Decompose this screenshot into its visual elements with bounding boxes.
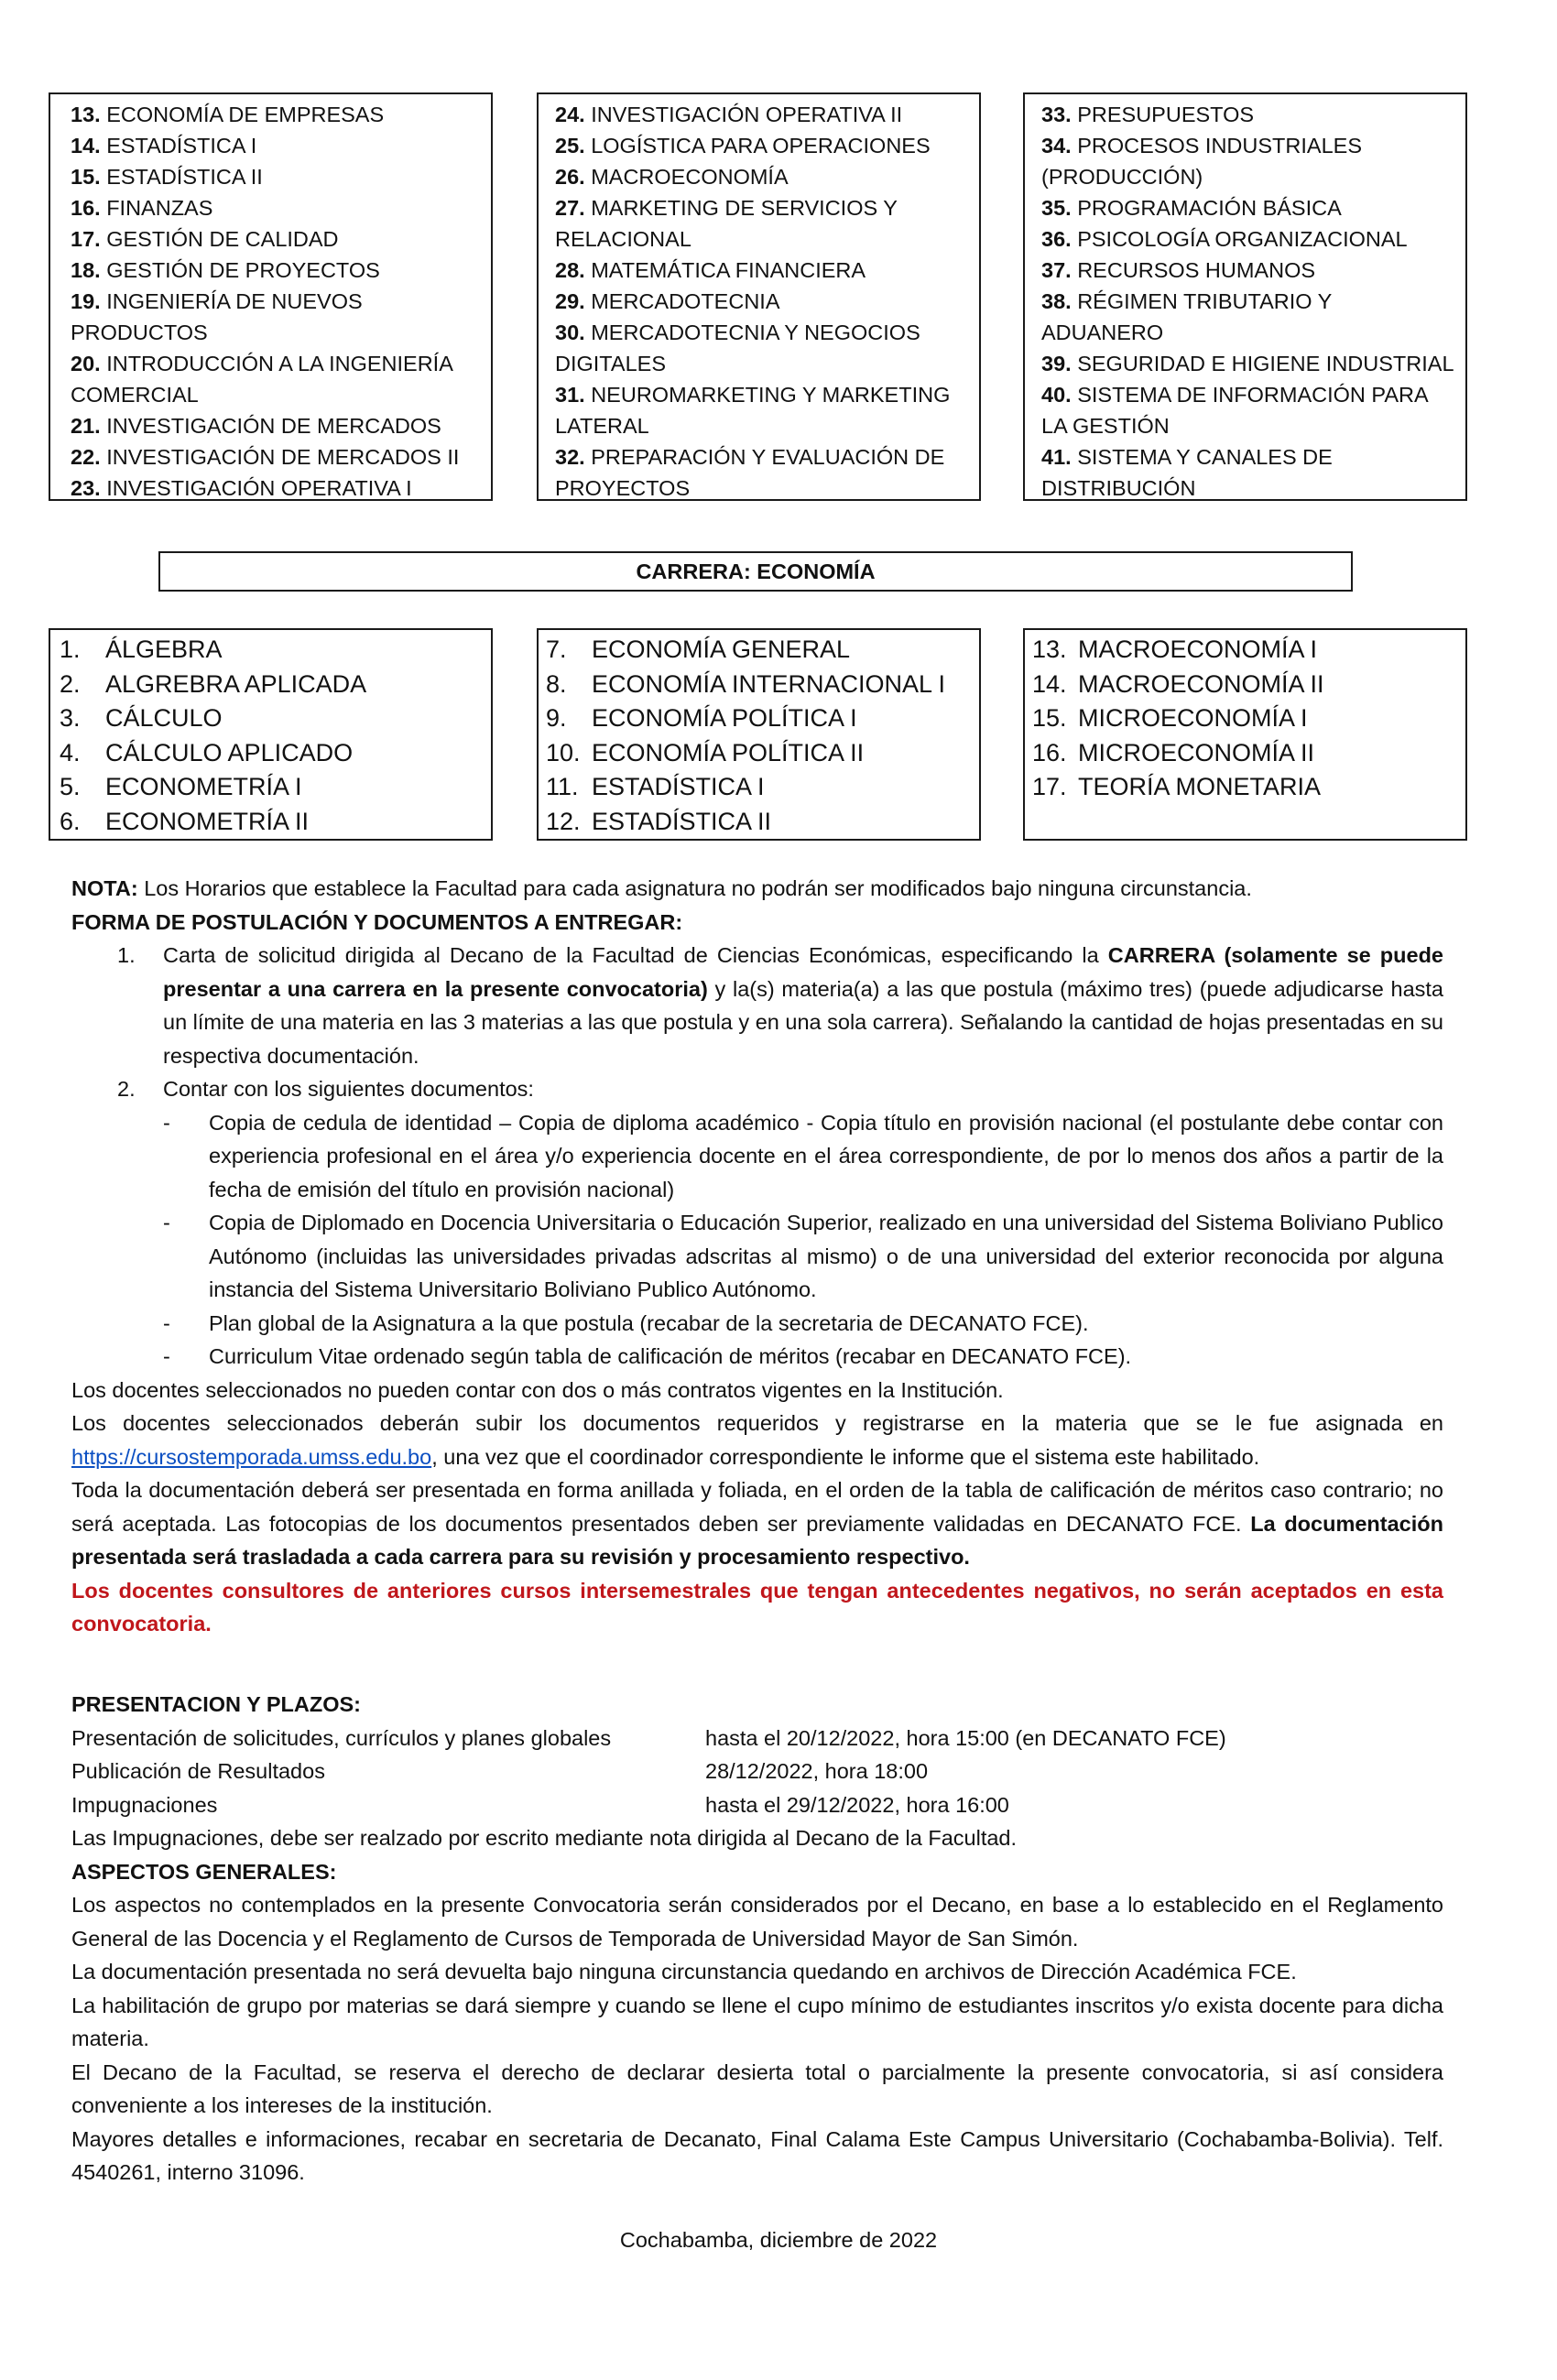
list-item: 7. ECONOMÍA GENERAL (546, 636, 851, 663)
warning-paragraph: Los docentes consultores de anteriores cursos intersemestrales que tengan antecedentes negativos, no serán aceptados en esta convocatoria. (71, 1578, 1443, 1636)
subjects-box-3 (1023, 92, 1467, 501)
aspectos-paragraph: El Decano de la Facultad, se reserva el derecho de declarar desierta total o parcialmente la presente convocatoria, si así considera conveniente a los intereses de la institución. (71, 2059, 1443, 2117)
requirement-1: 1. Carta de solicitud dirigida al Decano de la Facultad de Ciencias Económicas, especificando la CARRERA (solamente se puede presentar a una carrera en la presente convocatoria) y la(s) materia(a) a las que postula (máximo tres) (puede adjudicarse hasta un límite de una materia en las 3 materias a las que postula y en una sola carrera). Señalando la cantidad de hojas presentadas en su respectiva documentación. (117, 943, 1443, 1068)
list-item: 32. PREPARACIÓN Y EVALUACIÓN DE PROYECTOS (555, 445, 945, 500)
plazos-heading: PRESENTACION Y PLAZOS: (71, 1692, 361, 1716)
list-item: 27. MARKETING DE SERVICIOS Y RELACIONAL (555, 196, 898, 251)
plazo-row: Impugnaciones hasta el 29/12/2022, hora 16:00 (71, 1792, 1009, 1817)
footer-date: Cochabamba, diciembre de 2022 (619, 2228, 938, 2252)
impugnaciones-note: Las Impugnaciones, debe ser realzado por escrito mediante nota dirigida al Decano de la Facultad. (71, 1826, 1018, 1850)
subjects-list-1 (71, 99, 491, 504)
economia-box-3 (1023, 628, 1467, 841)
economia-box-2 (537, 628, 981, 841)
list-item: 14. ESTADÍSTICA I (71, 134, 257, 158)
list-item: 13. MACROECONOMÍA I (1032, 636, 1318, 663)
list-item: 25. LOGÍSTICA PARA OPERACIONES (555, 134, 931, 158)
aspectos-paragraph: Mayores detalles e informaciones, recabar en secretaria de Decanato, Final Calama Este Campus Universitario (Cochabamba-Bolivia). Telf. 4540261, interno 31096. (71, 2126, 1443, 2184)
plazo-row: Publicación de Resultados 28/12/2022, hora 18:00 (71, 1759, 929, 1783)
list-item: 16. MICROECONOMÍA II (1032, 738, 1315, 766)
body-text-2 (71, 1688, 1443, 2190)
list-item: 22. INVESTIGACIÓN DE MERCADOS II (71, 445, 460, 469)
list-item: 9. ECONOMÍA POLÍTICA I (546, 704, 857, 732)
list-item: 41. SISTEMA Y CANALES DE DISTRIBUCIÓN (1041, 445, 1333, 500)
list-item: 31. NEUROMARKETING Y MARKETING LATERAL (555, 383, 951, 438)
list-item: 5. ECONOMETRÍA I (60, 773, 302, 800)
documentacion-paragraph: Toda la documentación deberá ser presentada en forma anillada y foliada, en el orden de la tabla de calificación de méritos caso contrario; no será aceptada. Las fotocopias de los documentos presentados deben ser previamente validadas en DECANATO FCE. La documentación presentada será trasladada a cada carrera para su revisión y procesamiento respectivo. (71, 1478, 1443, 1569)
plazo-row: Presentación de solicitudes, currículos y planes globales hasta el 20/12/2022, hora 15:00 (en DECANATO FCE) (71, 1725, 1226, 1750)
list-item: 39. SEGURIDAD E HIGIENE INDUSTRIAL (1041, 352, 1454, 375)
list-item: 15. ESTADÍSTICA II (71, 165, 263, 189)
list-item: 2. ALGREBRA APLICADA (60, 669, 367, 698)
list-item: 28. MATEMÁTICA FINANCIERA (555, 258, 866, 282)
list-item: 6. ECONOMETRÍA II (60, 807, 310, 835)
subjects-list-2 (555, 99, 979, 504)
document-item: - Plan global de la Asignatura a la que postula (recabar de la secretaria de DECANATO FCE). (209, 1307, 1443, 1341)
list-item: 36. PSICOLOGÍA ORGANIZACIONAL (1041, 227, 1408, 251)
economia-list-1 (60, 633, 491, 839)
cursos-link[interactable]: https://cursostemporada.umss.edu.bo (71, 1444, 432, 1469)
list-item: 17. TEORÍA MONETARIA (1032, 773, 1322, 800)
documents-list (163, 1106, 1443, 1374)
subir-paragraph: Los docentes seleccionados deberán subir los documentos requeridos y registrarse en la materia que se le fue asignada en https://cursostemporada.umss.edu.bo, una vez que el coordinador correspondiente le informe que el sistema este habilitado. (71, 1411, 1443, 1469)
document-item: - Curriculum Vitae ordenado según tabla de calificación de méritos (recabar en DECANATO FCE). (209, 1340, 1443, 1374)
carrera-heading: CARRERA: ECONOMÍA (158, 551, 1353, 592)
body-text-1 (71, 872, 1443, 1641)
list-item: 38. RÉGIMEN TRIBUTARIO Y ADUANERO (1041, 289, 1332, 344)
list-item: 40. SISTEMA DE INFORMACIÓN PARA LA GESTIÓN (1041, 383, 1428, 438)
subjects-box-2 (537, 92, 981, 501)
list-item: 29. MERCADOTECNIA (555, 289, 780, 313)
list-item: 30. MERCADOTECNIA Y NEGOCIOS DIGITALES (555, 321, 920, 375)
aspectos-paragraph: La documentación presentada no será devuelta bajo ninguna circunstancia quedando en archivos de Dirección Académica FCE. (71, 1960, 1297, 1983)
list-item: 33. PRESUPUESTOS (1041, 103, 1255, 126)
list-item: 13. ECONOMÍA DE EMPRESAS (71, 103, 385, 126)
document-item: - Copia de cedula de identidad – Copia de diploma académico - Copia título en provisión nacional (el postulante debe contar con experiencia profesional en el área y/o experiencia docente en el área correspondiente, de por lo menos dos años a partir de la fecha de emisión del título en provisión nacional) (209, 1106, 1443, 1207)
subjects-list-3 (1041, 99, 1465, 504)
list-item: 18. GESTIÓN DE PROYECTOS (71, 258, 380, 282)
list-item: 34. PROCESOS INDUSTRIALES (PRODUCCIÓN) (1041, 134, 1362, 189)
list-item: 16. FINANZAS (71, 196, 213, 220)
list-item: 20. INTRODUCCIÓN A LA INGENIERÍA COMERCIAL (71, 352, 452, 407)
list-item: 15. MICROECONOMÍA I (1032, 704, 1308, 732)
requirement-2: 2. Contar con los siguientes documentos: - Copia de cedula de identidad – Copia de diploma académico - Copia título en provisión nacional (el postulante debe contar con experiencia profesional en el área y/o experiencia docente en el área correspondiente, de por lo menos dos años a partir de la fecha de emisión del título en provisión nacional) - Copia de Diplomado en Docencia Universitaria o Educación Superior, realizado en una universidad del Sistema Boliviano Publico Autónomo (incluidas las universidades privadas adscritas al mismo) o de una universidad del exterior reconocida por alguna instancia del Sistema Universitario Boliviano Publico Autónomo. - Plan global de la Asignatura a la que postula (recabar de la secretaria de DECANATO FCE). - Curriculum Vitae ordenado según tabla de calificación de méritos (recabar en DECANATO FCE). (163, 1072, 1443, 1374)
aspectos-paragraph: Los aspectos no contemplados en la presente Convocatoria serán considerados por el Decano, en base a lo establecido en el Reglamento General de las Docencia y el Reglamento de Cursos de Temporada de Universidad Mayor de San Simón. (71, 1893, 1443, 1951)
nota-paragraph: NOTA: Los Horarios que establece la Facultad para cada asignatura no podrán ser modificados bajo ninguna circunstancia. (71, 876, 1252, 900)
forma-heading: FORMA DE POSTULACIÓN Y DOCUMENTOS A ENTREGAR: (71, 909, 683, 934)
list-item: 26. MACROECONOMÍA (555, 165, 789, 189)
economia-list-3 (1032, 633, 1465, 805)
list-item: 23. INVESTIGACIÓN OPERATIVA I (71, 476, 412, 500)
aspectos-heading: ASPECTOS GENERALES: (71, 1859, 337, 1884)
list-item: 21. INVESTIGACIÓN DE MERCADOS (71, 414, 441, 438)
list-item: 17. GESTIÓN DE CALIDAD (71, 227, 339, 251)
economia-list-2 (546, 633, 979, 839)
economia-box-1 (49, 628, 493, 841)
list-item: 1. ÁLGEBRA (60, 636, 223, 663)
list-item: 10. ECONOMÍA POLÍTICA II (546, 738, 865, 766)
document-item: - Copia de Diplomado en Docencia Universitaria o Educación Superior, realizado en una universidad del Sistema Boliviano Publico Autónomo (incluidas las universidades privadas adscritas al mismo) o de una universidad del exterior reconocida por alguna instancia del Sistema Universitario Boliviano Publico Autónomo. (209, 1206, 1443, 1307)
contratos-paragraph: Los docentes seleccionados no pueden contar con dos o más contratos vigentes en la Institución. (71, 1377, 1004, 1402)
aspectos-paragraph: La habilitación de grupo por materias se dará siempre y cuando se llene el cupo mínimo de estudiantes inscritos y/o exista docente para dicha materia. (71, 1993, 1443, 2050)
list-item: 14. MACROECONOMÍA II (1032, 669, 1324, 698)
list-item: 35. PROGRAMACIÓN BÁSICA (1041, 196, 1342, 220)
requirements-list (71, 939, 1443, 1374)
list-item: 4. CÁLCULO APLICADO (60, 738, 354, 766)
list-item: 12. ESTADÍSTICA II (546, 807, 772, 835)
list-item: 11. ESTADÍSTICA I (546, 773, 765, 800)
list-item: 3. CÁLCULO (60, 704, 223, 732)
list-item: 8. ECONOMÍA INTERNACIONAL I (546, 669, 946, 698)
list-item: 24. INVESTIGACIÓN OPERATIVA II (555, 103, 903, 126)
list-item: 37. RECURSOS HUMANOS (1041, 258, 1316, 282)
subjects-box-1 (49, 92, 493, 501)
list-item: 19. INGENIERÍA DE NUEVOS PRODUCTOS (71, 289, 363, 344)
